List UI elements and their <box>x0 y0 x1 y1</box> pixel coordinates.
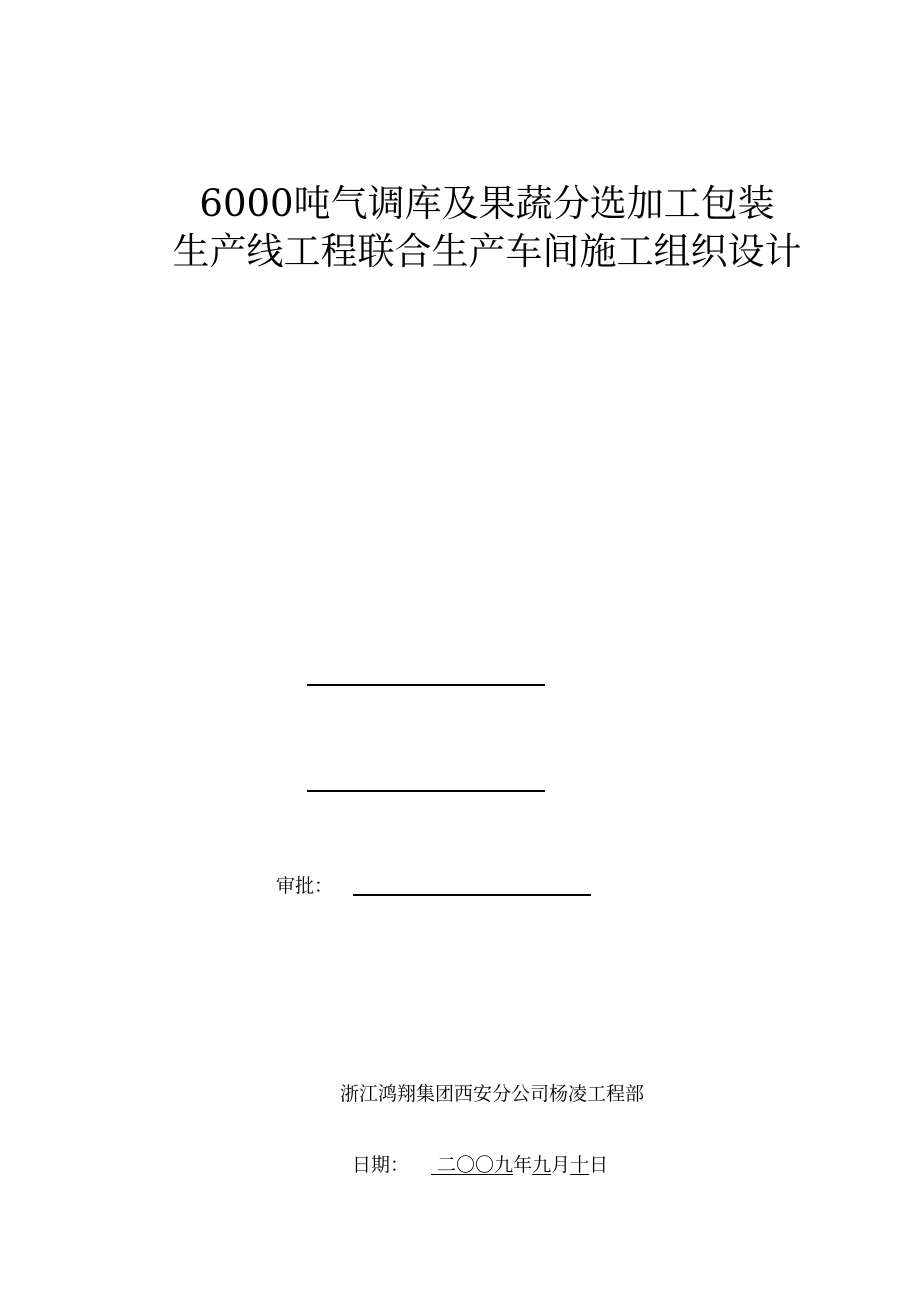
date-label: 日期： <box>352 1154 410 1176</box>
date-row <box>352 1152 608 1178</box>
document-title-line-2: 生产线工程联合生产车间施工组织设计 <box>172 230 802 273</box>
approval-blank-line <box>353 894 591 896</box>
date-year-digit: 九 <box>494 1154 514 1176</box>
approval-label: 审批： <box>276 875 334 897</box>
date-day-char: 日 <box>589 1154 609 1176</box>
organization-name: 浙江鸿翔集团西安分公司杨凌工程部 <box>339 1083 644 1105</box>
date-month-char: 月 <box>551 1154 571 1176</box>
date-year-char: 年 <box>513 1154 533 1176</box>
date-month: 九 <box>532 1154 552 1176</box>
document-title-line-1: 6000吨气调库及果蔬分选加工包装 <box>199 182 775 225</box>
signature-blank-line-1 <box>307 684 545 686</box>
date-year-prefix: 二〇〇 <box>431 1154 495 1176</box>
date-day: 十 <box>570 1154 590 1176</box>
signature-blank-line-2 <box>307 790 545 792</box>
